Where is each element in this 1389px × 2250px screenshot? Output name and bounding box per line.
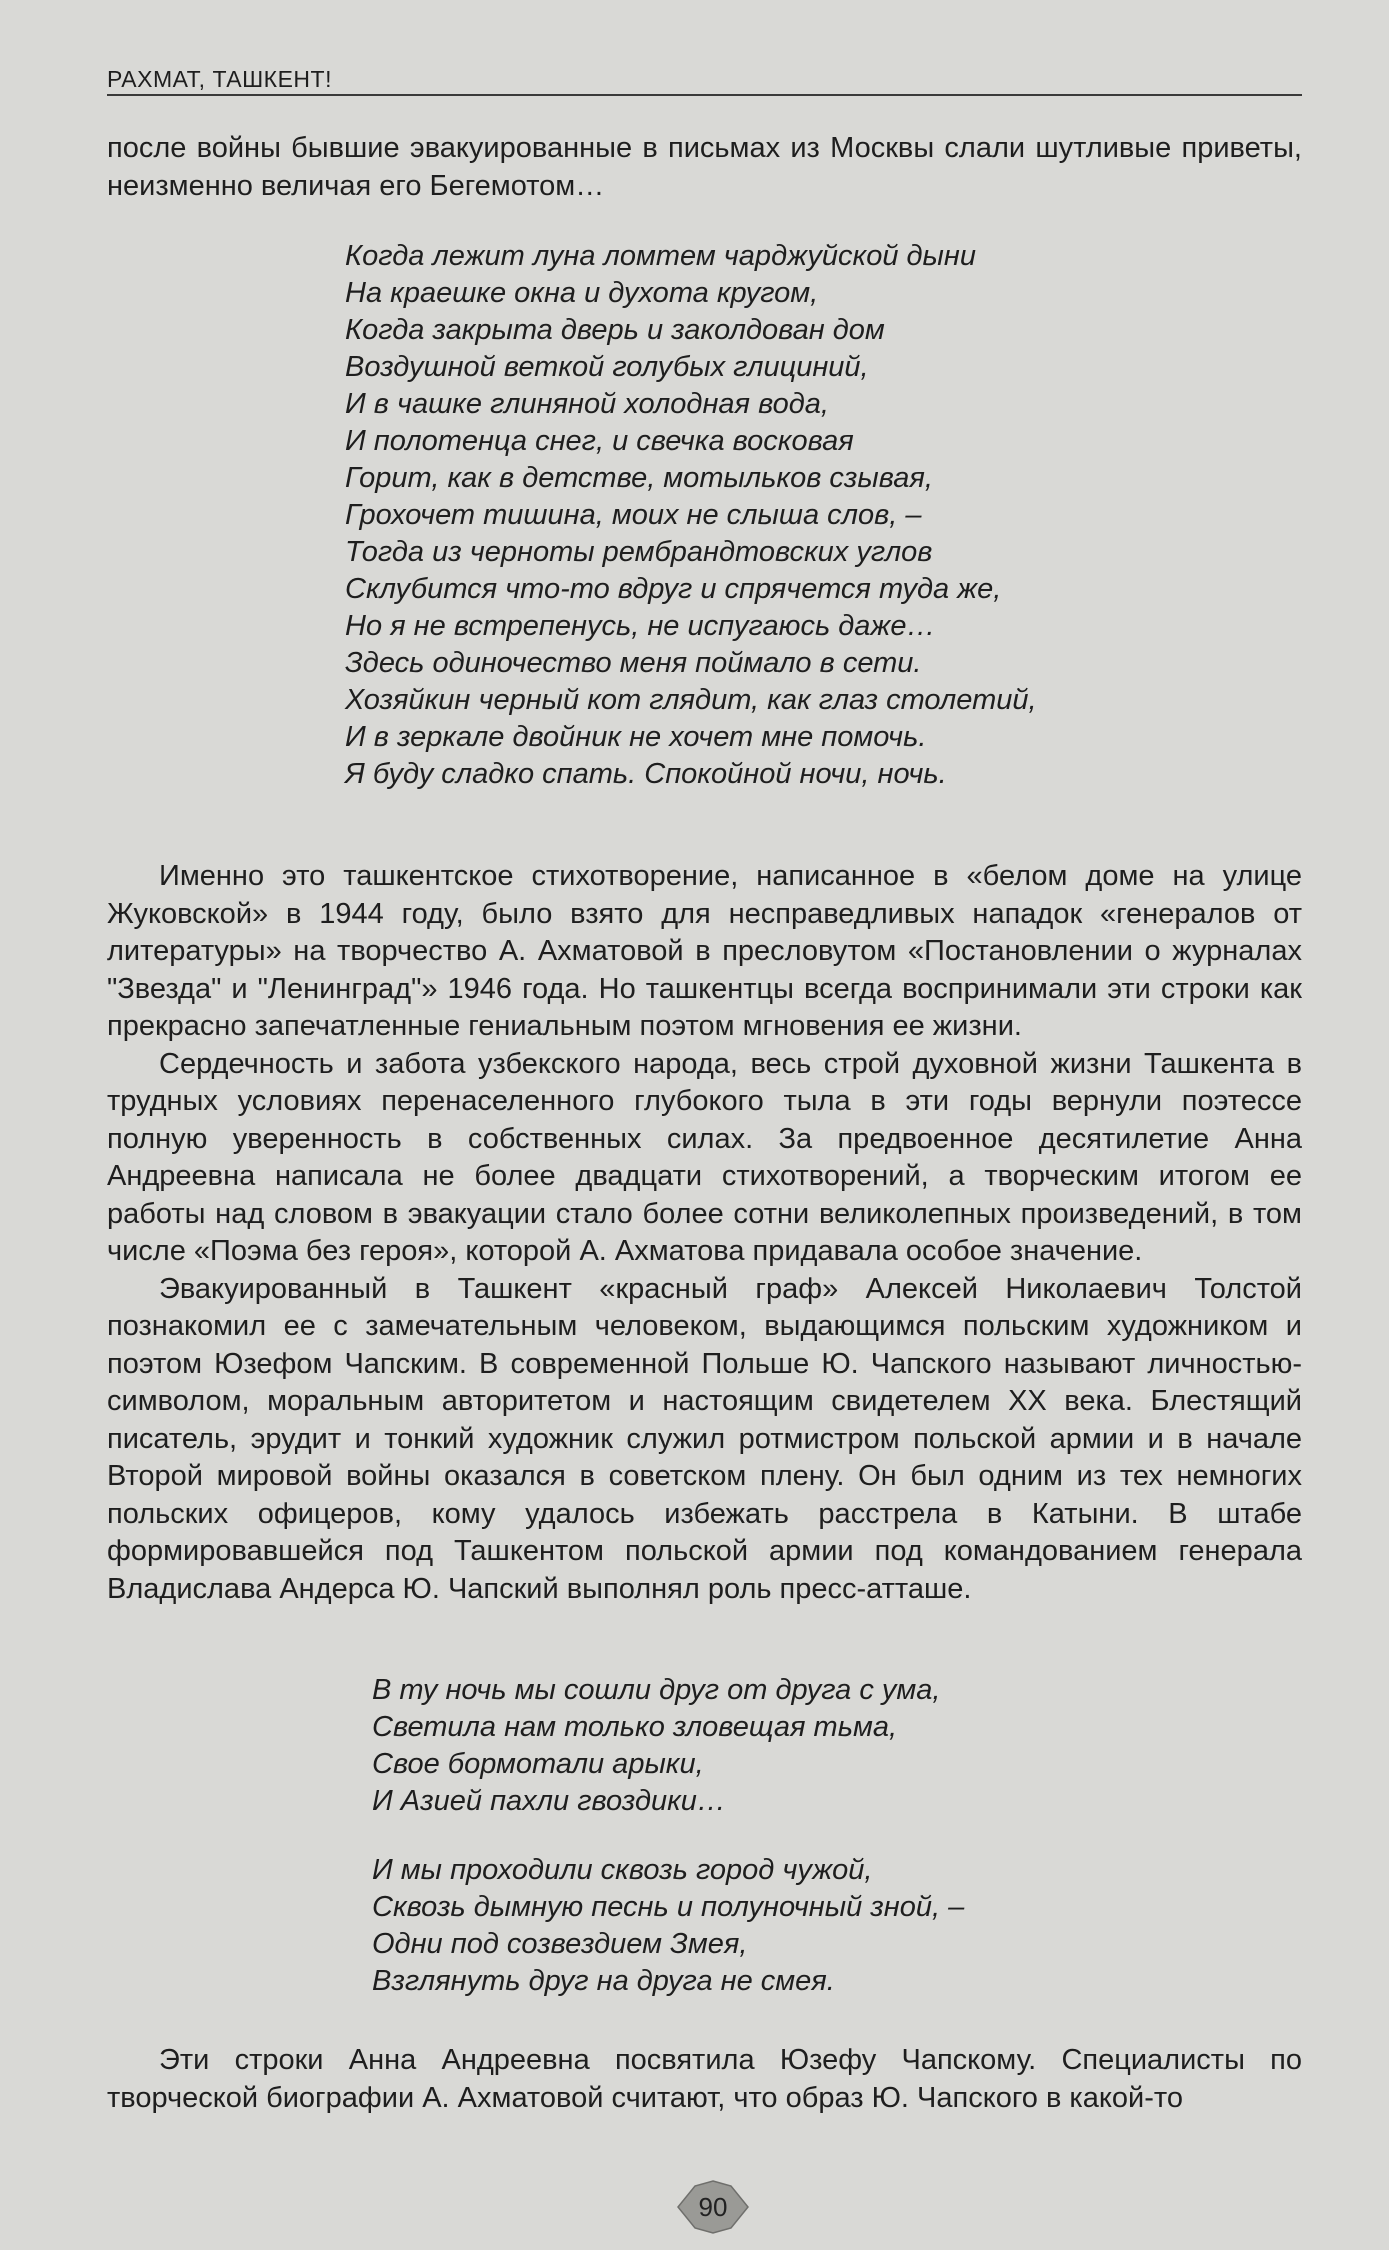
- poem-line: В ту ночь мы сошли друг от друга с ума,: [372, 1674, 941, 1706]
- running-header: РАХМАТ, ТАШКЕНТ!: [107, 66, 332, 92]
- paragraph: после войны бывшие эвакуированные в письмах из Москвы слали шутливые приветы, неизменно величая его Бегемотом…: [107, 132, 1302, 202]
- page-number: 90: [698, 2192, 728, 2222]
- poem-2: [372, 1672, 964, 2000]
- poem-line: Тогда из черноты рембрандтовских углов: [345, 536, 933, 568]
- poem-line: И Азией пахли гвоздики…: [372, 1785, 726, 1817]
- poem-line: И в чашке глиняной холодная вода,: [345, 388, 829, 420]
- poem-line: И мы проходили сквозь город чужой,: [372, 1854, 873, 1886]
- poem-line: Взглянуть друг на друга не смея.: [372, 1965, 835, 1997]
- paragraph-block-top: [107, 130, 1302, 205]
- poem-line: Свое бормотали арыки,: [372, 1748, 704, 1780]
- paragraph: Эвакуированный в Ташкент «красный граф» Алексей Николаевич Толстой познакомил ее с замечательным человеком, выдающимся польским художником и поэтом Юзефом Чапским. В современной Польше Ю. Чапского называют личностью-символом, моральным авторитетом и настоящим свидетелем XX века. Блестящий писатель, эрудит и тонкий художник служил ротмистром польской армии и в начале Второй мировой войны оказался в советском плену. Он был одним из тех немногих польских офицеров, кому удалось избежать расстрела в Катыни. В штабе формировавшейся под Ташкентом польской армии под командованием генерала Владислава Андерса Ю. Чапский выполнял роль пресс-атташе.: [107, 1272, 1302, 1605]
- poem-line: Светила нам только зловещая тьма,: [372, 1711, 898, 1743]
- poem-line: И полотенца снег, и свечка восковая: [345, 425, 854, 457]
- paragraph: Сердечность и забота узбекского народа, весь строй духовной жизни Ташкента в трудных условиях перенаселенного глубокого тыла в эти годы вернули поэтессе полную уверенность в собственных силах. За предвоенное десятилетие Анна Андреевна написала не более двадцати стихотворений, а творческим итогом ее работы над словом в эвакуации стало более сотни великолепных произведений, в том числе «Поэма без героя», которой А. Ахматова придавала особое значение.: [107, 1047, 1302, 1267]
- poem-line: Одни под созвездием Змея,: [372, 1928, 748, 1960]
- paragraph-block-middle: [107, 858, 1302, 1608]
- poem-line: На краешке окна и духота кругом,: [345, 277, 819, 309]
- poem-line: Горит, как в детстве, мотыльков сзывая,: [345, 462, 933, 494]
- poem-line: Воздушной веткой голубых глициний,: [345, 351, 869, 383]
- poem-line: Грохочет тишина, моих не слыша слов, –: [345, 499, 922, 531]
- page-number-badge: [676, 2180, 750, 2234]
- paragraph: Именно это ташкентское стихотворение, написанное в «белом доме на улице Жуковской» в 1944 году, было взято для несправедливых нападок «генералов от литературы» на творчество А. Ахматовой в пресловутом «Постановлении о журналах "Звезда" и "Ленинград"» 1946 года. Но ташкентцы всегда воспринимали эти строки как прекрасно запечатленные гениальным поэтом мгновения ее жизни.: [107, 860, 1302, 1042]
- stanza-gap: [372, 1820, 964, 1852]
- poem-line: Склубится что-то вдруг и спрячется туда же,: [345, 573, 1002, 605]
- poem-line: Но я не встрепенусь, не испугаюсь даже…: [345, 610, 936, 642]
- poem-line: И в зеркале двойник не хочет мне помочь.: [345, 721, 927, 753]
- poem-line: Я буду сладко спать. Спокойной ночи, ночь.: [345, 758, 947, 790]
- paragraph: Эти строки Анна Андреевна посвятила Юзефу Чапскому. Специалисты по творческой биографии А. Ахматовой считают, что образ Ю. Чапского в какой-то: [107, 2044, 1302, 2114]
- poem-line: Здесь одиночество меня поймало в сети.: [345, 647, 922, 679]
- header-rule: [107, 94, 1302, 96]
- poem-line: Сквозь дымную песнь и полуночный зной, –: [372, 1891, 965, 1923]
- poem-line: Хозяйкин черный кот глядит, как глаз столетий,: [345, 684, 1037, 716]
- paragraph-block-bottom: [107, 2042, 1302, 2117]
- poem-line: Когда лежит луна ломтем чарджуйской дыни: [345, 240, 976, 272]
- poem-line: Когда закрыта дверь и заколдован дом: [345, 314, 885, 346]
- poem-1: [345, 238, 1037, 793]
